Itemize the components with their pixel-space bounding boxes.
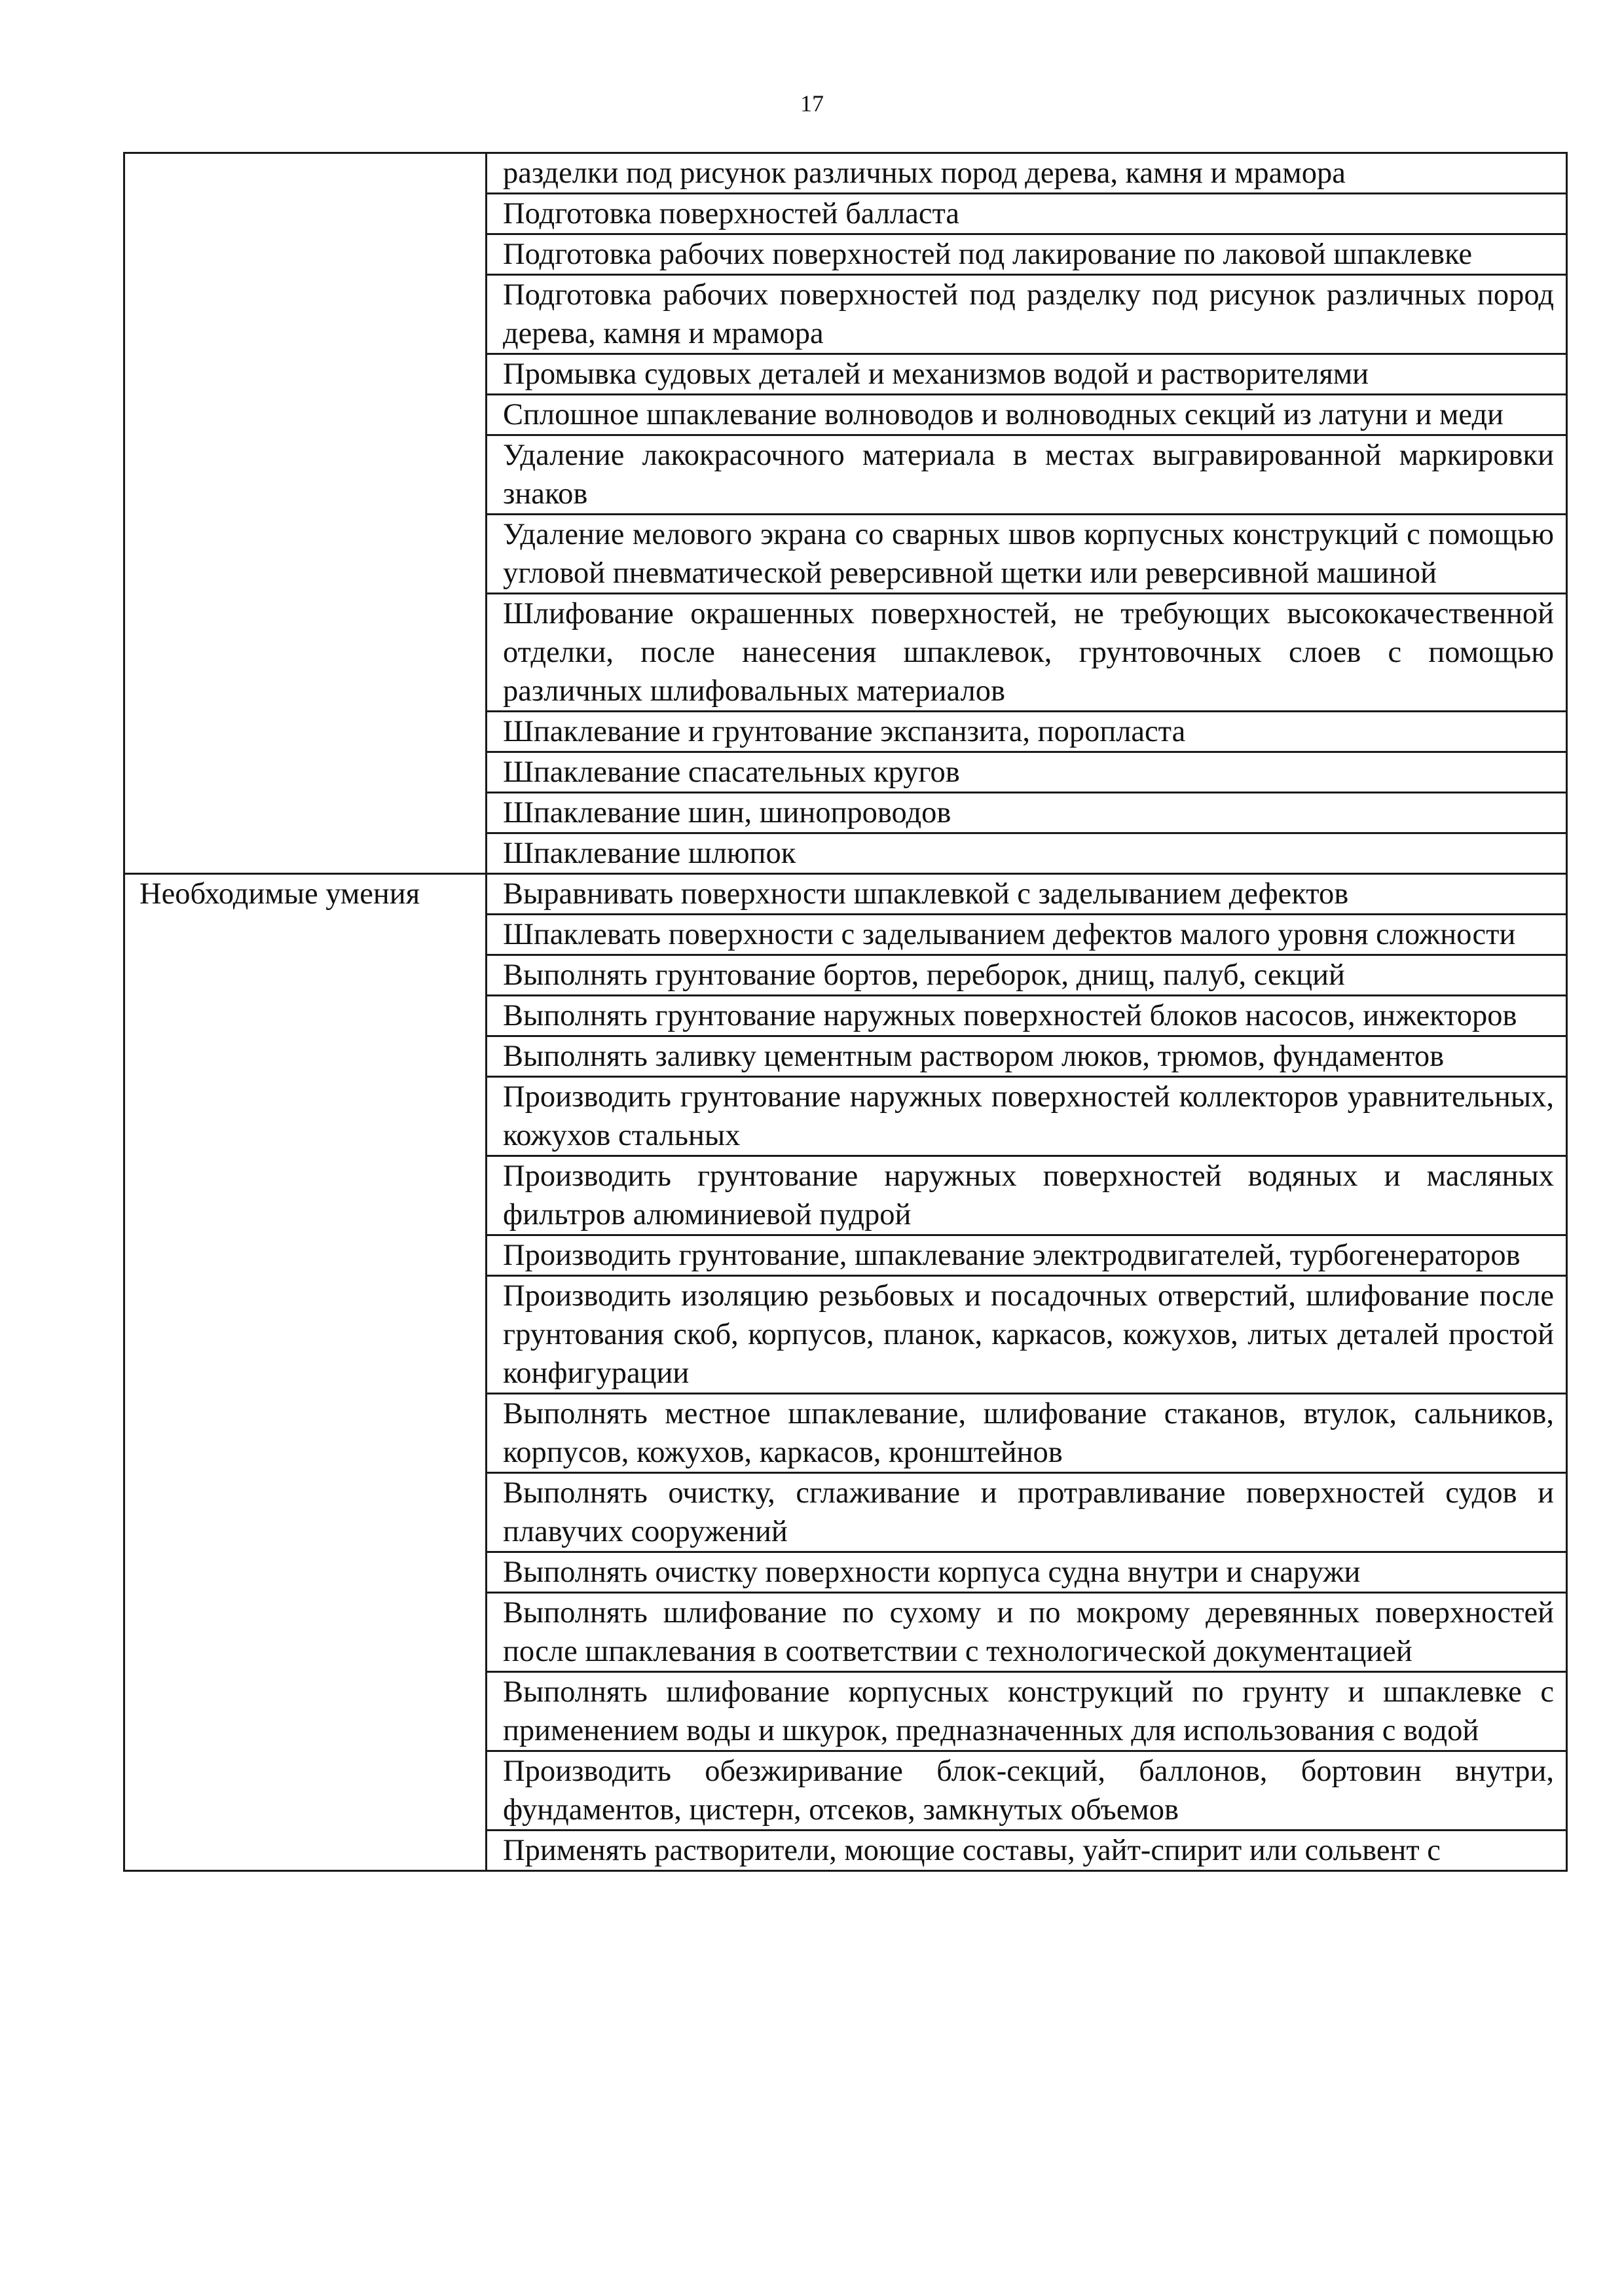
table-cell-item: Производить грунтование наружных поверхностей водяных и масляных фильтров алюминиевой пудрой	[487, 1156, 1567, 1235]
table-cell-item: Шпаклевание шин, шинопроводов	[487, 793, 1567, 833]
requirements-table	[123, 152, 1568, 1872]
table-cell-item: Производить грунтование наружных поверхностей коллекторов уравнительных, кожухов стальных	[487, 1077, 1567, 1156]
table-cell-item: Выполнять грунтование наружных поверхностей блоков насосов, инжекторов	[487, 996, 1567, 1036]
table-cell-item: Сплошное шпаклевание волноводов и волноводных секций из латуни и меди	[487, 395, 1567, 435]
table-cell-item: Шпаклевание спасательных кругов	[487, 752, 1567, 793]
table-cell-item: Подготовка рабочих поверхностей под разделку под рисунок различных пород дерева, камня и мрамора	[487, 275, 1567, 354]
table-cell-item: Промывка судовых деталей и механизмов водой и растворителями	[487, 354, 1567, 395]
table-cell-item: Производить грунтование, шпаклевание электродвигателей, турбогенераторов	[487, 1235, 1567, 1276]
table-cell-item: Выполнять шлифование корпусных конструкций по грунту и шпаклевке с применением воды и шкурок, предназначенных для использования с водой	[487, 1672, 1567, 1751]
skills-section-label: Необходимые умения	[124, 874, 487, 1871]
table-cell-item: Выполнять заливку цементным раствором люков, трюмов, фундаментов	[487, 1036, 1567, 1077]
table-cell-item: Подготовка рабочих поверхностей под лакирование по лаковой шпаклевке	[487, 234, 1567, 275]
table-cell-item: Шлифование окрашенных поверхностей, не требующих высококачественной отделки, после нанесения шпаклевок, грунтовочных слоев с помощью различных шлифовальных материалов	[487, 594, 1567, 712]
table-cell-item: Применять растворители, моющие составы, уайт-спирит или сольвент с	[487, 1831, 1567, 1871]
table-cell-item: Выполнять шлифование по сухому и по мокрому деревянных поверхностей после шпаклевания в соответствии с технологической документацией	[487, 1593, 1567, 1672]
table-cell-item: Выполнять местное шпаклевание, шлифование стаканов, втулок, сальников, корпусов, кожухов, каркасов, кронштейнов	[487, 1394, 1567, 1473]
page-number: 17	[800, 90, 824, 117]
continuation-label-cell	[124, 153, 487, 874]
table-cell-item: Удаление лакокрасочного материала в местах выгравированной маркировки знаков	[487, 435, 1567, 515]
table-cell-item: Выравнивать поверхности шпаклевкой с заделыванием дефектов	[487, 874, 1567, 915]
table-cell-item: Выполнять очистку поверхности корпуса судна внутри и снаружи	[487, 1552, 1567, 1593]
table-cell-item: Выполнять очистку, сглаживание и протравливание поверхностей судов и плавучих сооружений	[487, 1473, 1567, 1552]
table-cell-item: Шпаклевать поверхности с заделыванием дефектов малого уровня сложности	[487, 915, 1567, 955]
table-row	[124, 153, 1567, 194]
table-cell-item: Шпаклевание и грунтование экспанзита, поропласта	[487, 712, 1567, 752]
table-cell-item: разделки под рисунок различных пород дерева, камня и мрамора	[487, 153, 1567, 194]
table-row	[124, 874, 1567, 915]
table-cell-item: Подготовка поверхностей балласта	[487, 194, 1567, 234]
table-cell-item: Выполнять грунтование бортов, переборок, днищ, палуб, секций	[487, 955, 1567, 996]
table-cell-item: Производить обезжиривание блок-секций, баллонов, бортовин внутри, фундаментов, цистерн, отсеков, замкнутых объемов	[487, 1751, 1567, 1831]
table-cell-item: Шпаклевание шлюпок	[487, 833, 1567, 874]
table-cell-item: Производить изоляцию резьбовых и посадочных отверстий, шлифование после грунтования скоб, корпусов, планок, каркасов, кожухов, литых деталей простой конфигурации	[487, 1276, 1567, 1394]
table-cell-item: Удаление мелового экрана со сварных швов корпусных конструкций с помощью угловой пневматической реверсивной щетки или реверсивной машиной	[487, 515, 1567, 594]
